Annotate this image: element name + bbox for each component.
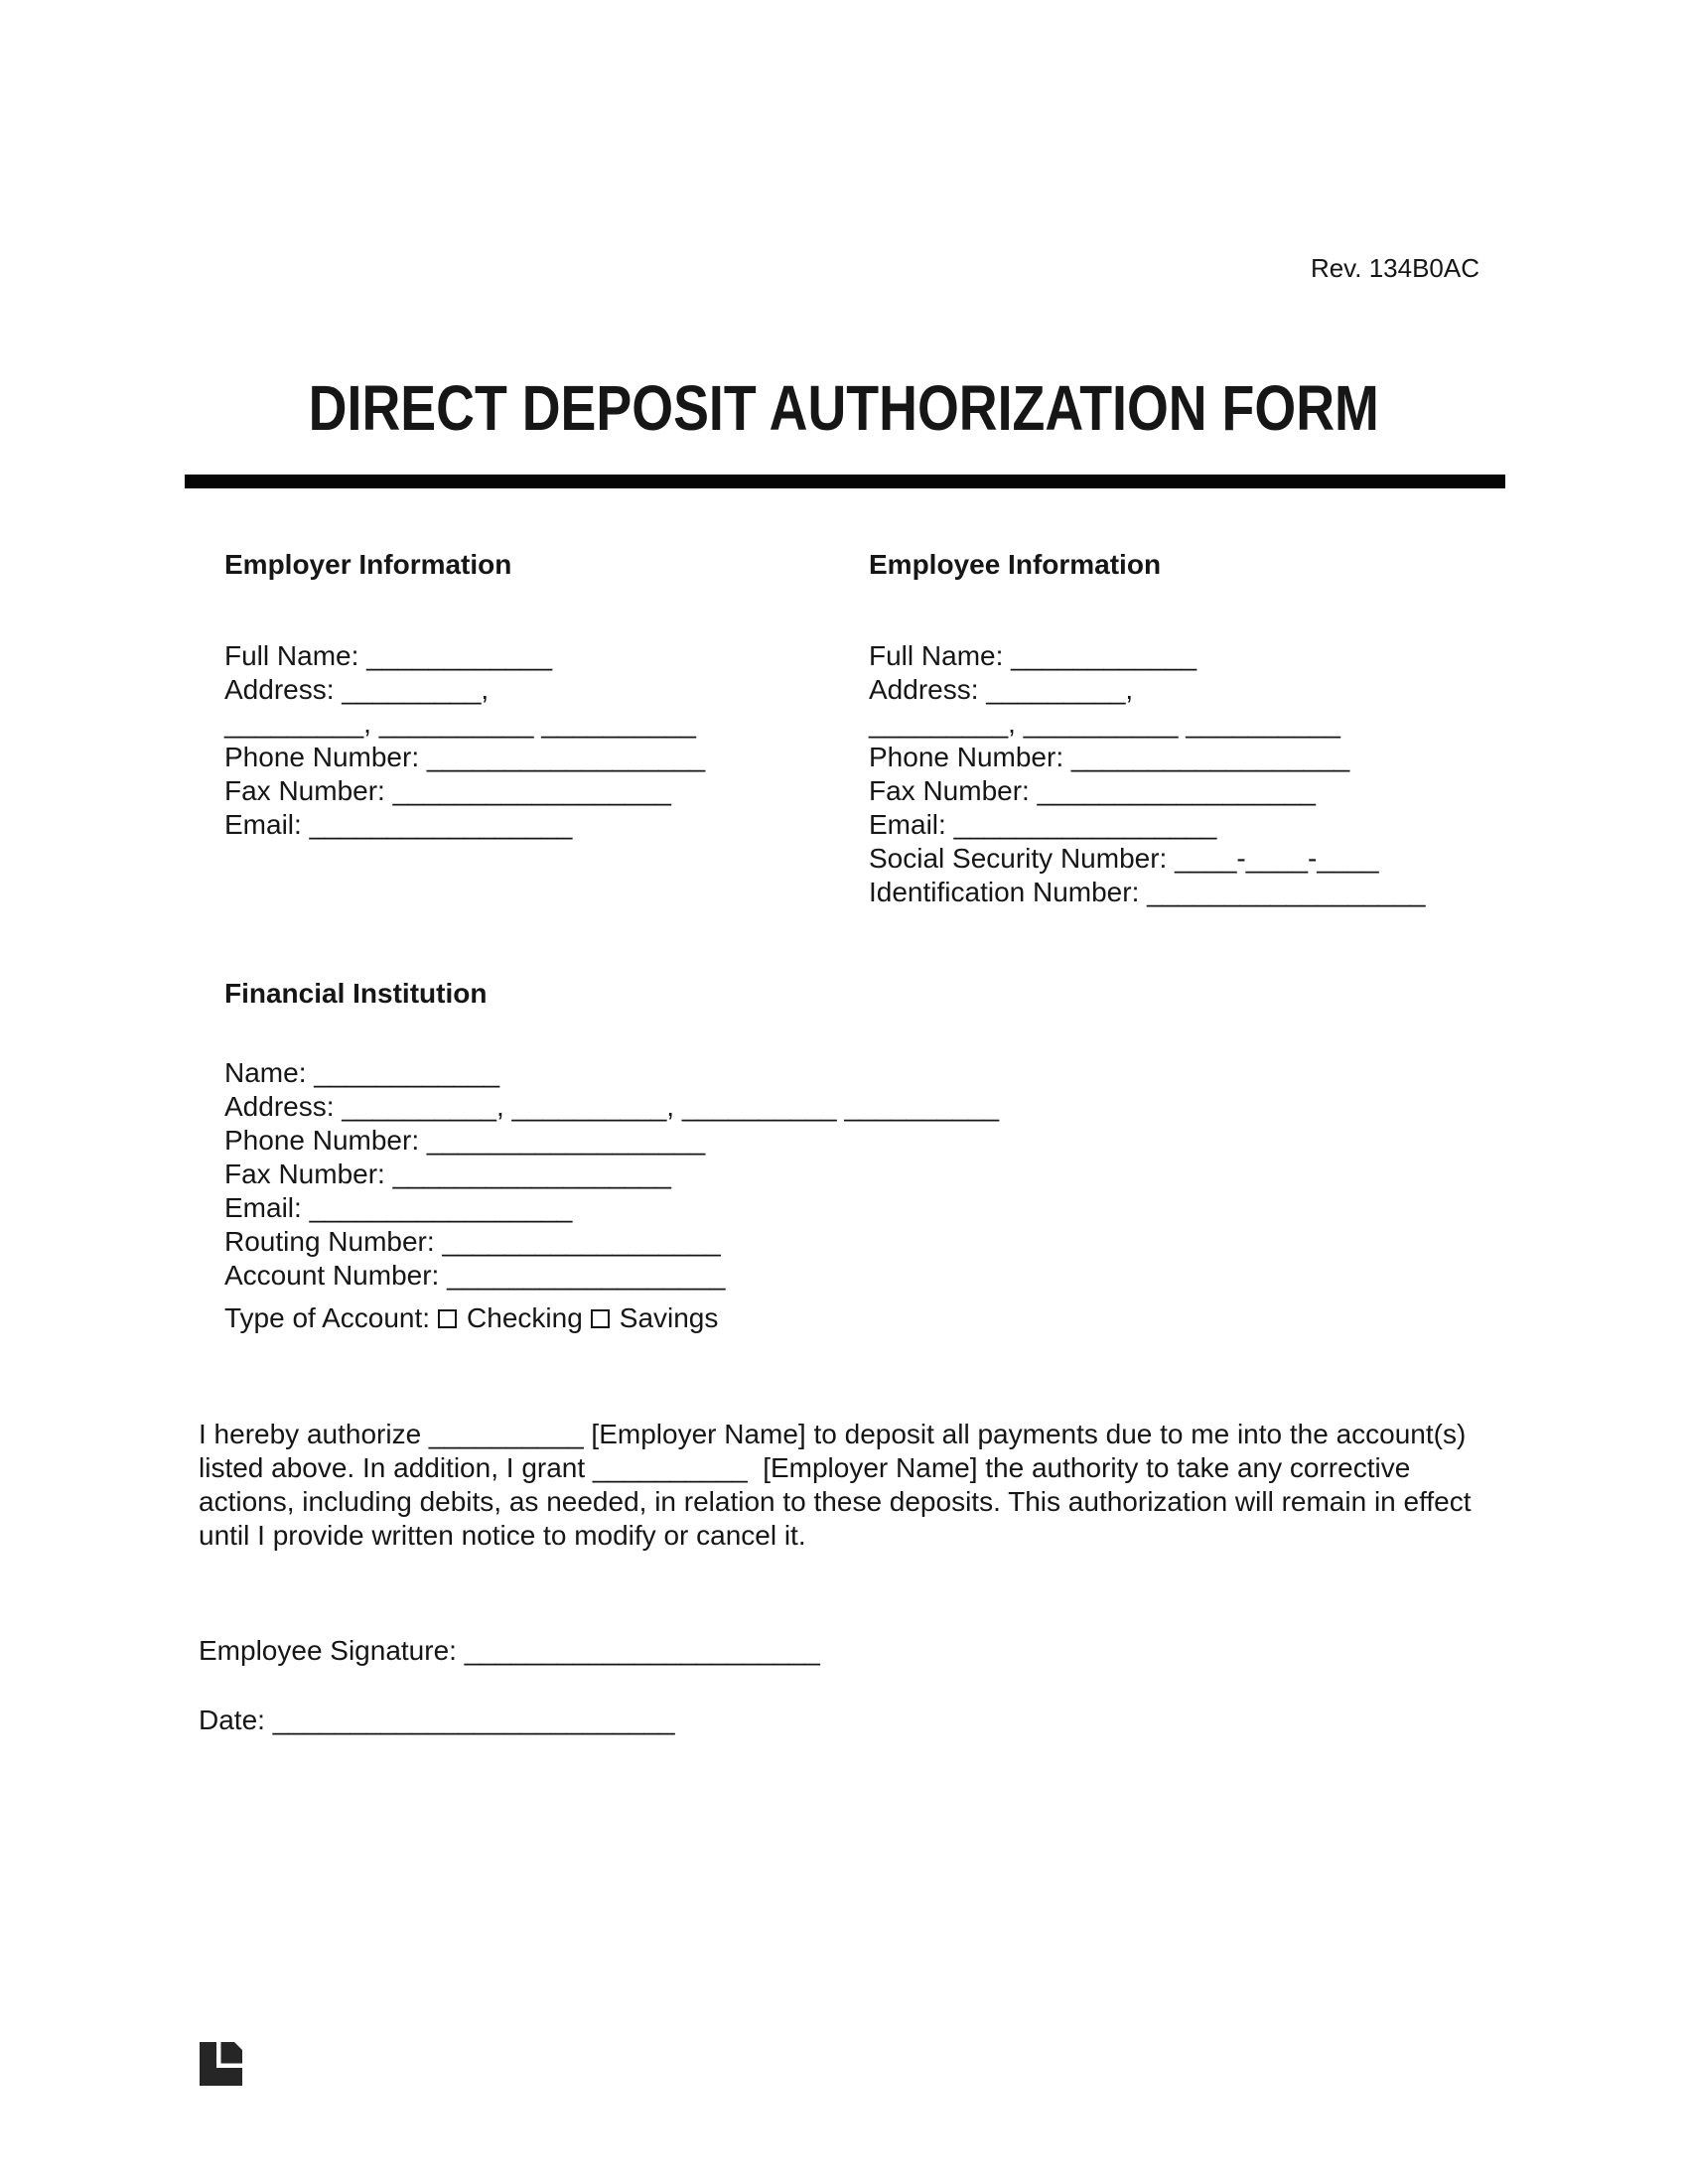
- employer-email-field: Email: _________________: [224, 809, 573, 840]
- employee-section: [869, 548, 1499, 909]
- financial-name-field: Name: ____________: [224, 1057, 500, 1088]
- employee-fields: [869, 639, 1499, 909]
- employee-fax-field: Fax Number: __________________: [869, 775, 1316, 806]
- authorization-paragraph: [199, 1418, 1519, 1553]
- form-title: DIRECT DEPOSIT AUTHORIZATION FORM: [308, 372, 1380, 444]
- employer-section-heading: Employer Information: [224, 549, 512, 580]
- legal-templates-logo-icon: [200, 2042, 242, 2086]
- authorization-text-line: actions, including debits, as needed, in relation to these deposits. This authorization will remain in effect: [199, 1486, 1472, 1517]
- employer-full-name-field: Full Name: ____________: [224, 640, 553, 671]
- info-columns: [199, 548, 1499, 909]
- employee-full-name-field: Full Name: ____________: [869, 640, 1197, 671]
- financial-fields: [224, 1056, 999, 1338]
- financial-section-heading: Financial Institution: [224, 978, 488, 1009]
- employer-address-line2-field: _________, __________ __________: [224, 708, 696, 739]
- employee-email-field: Email: _________________: [869, 809, 1217, 840]
- employee-address-field: Address: _________,: [869, 674, 1134, 705]
- employee-address-line2-field: _________, __________ __________: [869, 708, 1340, 739]
- employee-id-number-field: Identification Number: __________________: [869, 877, 1426, 907]
- account-type-row: [224, 1298, 999, 1338]
- signature-block: [199, 1634, 820, 1737]
- title-divider: [185, 475, 1505, 488]
- financial-email-field: Email: _________________: [224, 1192, 573, 1223]
- page-title: [0, 371, 1688, 445]
- checking-label: Checking: [467, 1302, 583, 1333]
- employee-phone-field: Phone Number: __________________: [869, 742, 1350, 772]
- authorization-text-line: I hereby authorize __________ [Employer Name] to deposit all payments due to me into the account(s): [199, 1419, 1467, 1449]
- employer-fax-field: Fax Number: __________________: [224, 775, 671, 806]
- employer-section: [199, 548, 869, 909]
- financial-fax-field: Fax Number: __________________: [224, 1159, 671, 1189]
- financial-institution-section: [199, 977, 999, 1338]
- authorization-text-line: until I provide written notice to modify or cancel it.: [199, 1520, 806, 1551]
- financial-address-field: Address: __________, __________, __________ __________: [224, 1091, 1000, 1122]
- employee-signature-field: Employee Signature: _______________________: [199, 1635, 820, 1666]
- date-field: Date: __________________________: [199, 1705, 675, 1735]
- checking-checkbox[interactable]: [438, 1309, 457, 1328]
- account-type-label: Type of Account:: [224, 1302, 431, 1333]
- employer-address-field: Address: _________,: [224, 674, 490, 705]
- financial-phone-field: Phone Number: __________________: [224, 1125, 706, 1156]
- authorization-text-line: listed above. In addition, I grant __________ [Employer Name] the authority to take any corrective: [199, 1452, 1411, 1483]
- savings-checkbox[interactable]: [591, 1309, 610, 1328]
- employer-phone-field: Phone Number: __________________: [224, 742, 706, 772]
- financial-routing-field: Routing Number: __________________: [224, 1226, 721, 1257]
- employee-ssn-field: Social Security Number: ____-____-____: [869, 843, 1379, 874]
- employee-section-heading: Employee Information: [869, 549, 1162, 580]
- savings-label: Savings: [619, 1302, 719, 1333]
- revision-label: Rev. 134B0AC: [1310, 253, 1479, 283]
- employer-fields: [224, 639, 869, 842]
- financial-account-field: Account Number: __________________: [224, 1260, 726, 1291]
